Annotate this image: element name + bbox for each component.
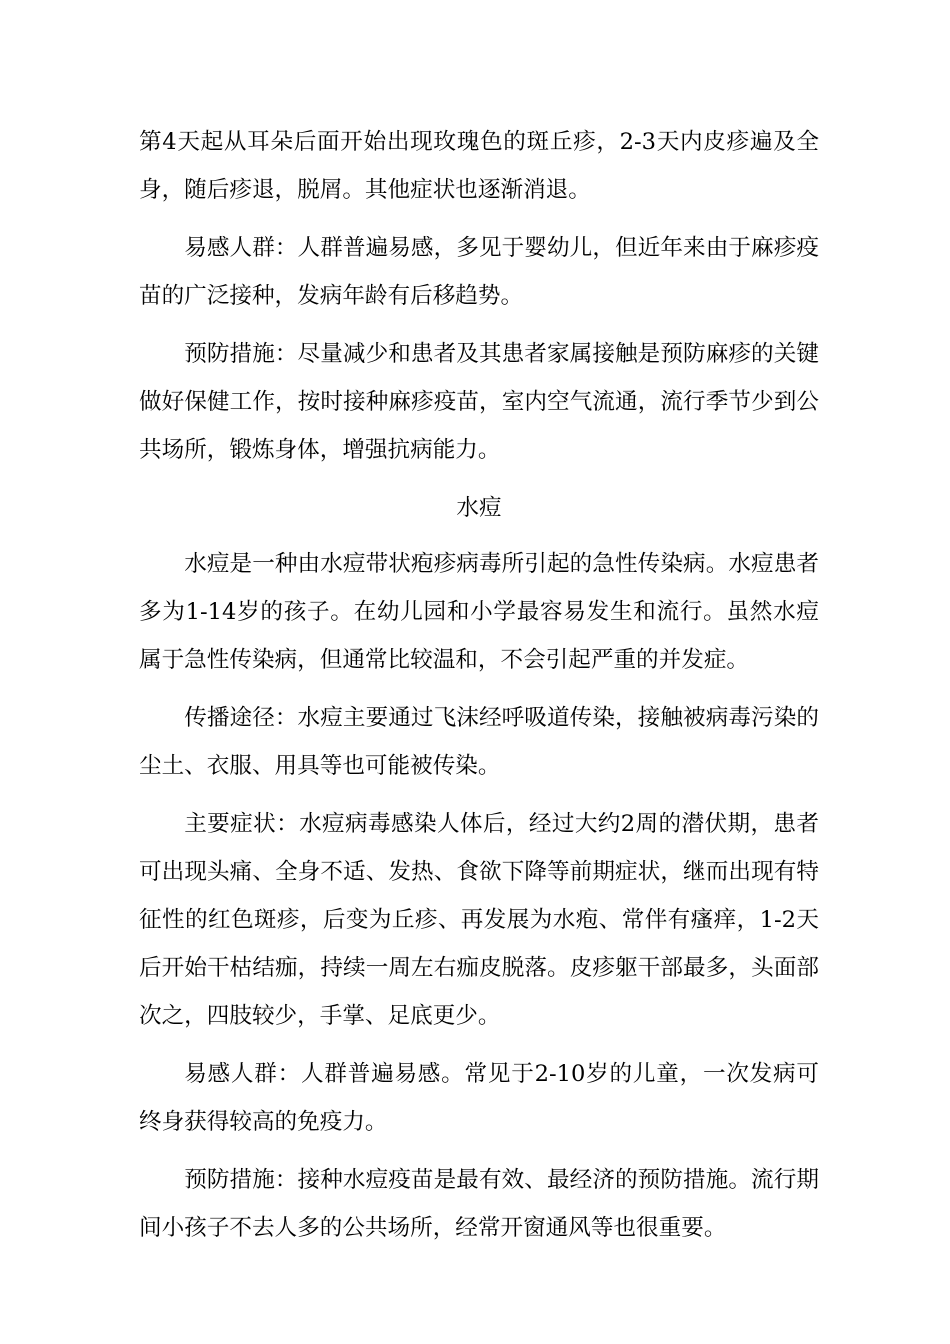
paragraph-chickenpox-susceptible: 易感人群：人群普遍易感。常见于2-10岁的儿童，一次发病可终身获得较高的免疫力。 bbox=[139, 1061, 819, 1135]
paragraph-measles-rash-continuation: 第4天起从耳朵后面开始出现玫瑰色的斑丘疹，2-3天内皮疹遍及全身，随后疹退，脱屑。其他症状也逐渐消退。 bbox=[139, 129, 819, 203]
paragraph-chickenpox-symptoms: 主要症状：水痘病毒感染人体后，经过大约2周的潜伏期，患者可出现头痛、全身不适、发热、食欲下降等前期症状，继而出现有特征性的红色斑疹，后变为丘疹、再发展为水疱、常伴有瘙痒，1-2天后开始干枯结痂，持续一周左右痂皮脱落。皮疹躯干部最多，头面部次之，四肢较少，手掌、足底更少。 bbox=[139, 811, 819, 1029]
paragraph-measles-prevention: 预防措施：尽量减少和患者及其患者家属接触是预防麻疹的关键做好保健工作，按时接种麻疹疫苗，室内空气流通，流行季节少到公共场所，锻炼身体，增强抗病能力。 bbox=[139, 341, 819, 463]
paragraph-measles-susceptible: 易感人群：人群普遍易感，多见于婴幼儿，但近年来由于麻疹疫苗的广泛接种，发病年龄有后移趋势。 bbox=[139, 235, 819, 309]
paragraph-chickenpox-intro: 水痘是一种由水痘带状疱疹病毒所引起的急性传染病。水痘患者多为1-14岁的孩子。在幼儿园和小学最容易发生和流行。虽然水痘属于急性传染病，但通常比较温和，不会引起严重的并发症。 bbox=[139, 551, 819, 673]
section-heading-chickenpox: 水痘 bbox=[456, 495, 502, 521]
paragraph-chickenpox-transmission: 传播途径：水痘主要通过飞沫经呼吸道传染，接触被病毒污染的尘土、衣服、用具等也可能被传染。 bbox=[139, 705, 819, 779]
paragraph-chickenpox-prevention: 预防措施：接种水痘疫苗是最有效、最经济的预防措施。流行期间小孩子不去人多的公共场所，经常开窗通风等也很重要。 bbox=[139, 1167, 819, 1241]
document-body bbox=[139, 118, 819, 1262]
